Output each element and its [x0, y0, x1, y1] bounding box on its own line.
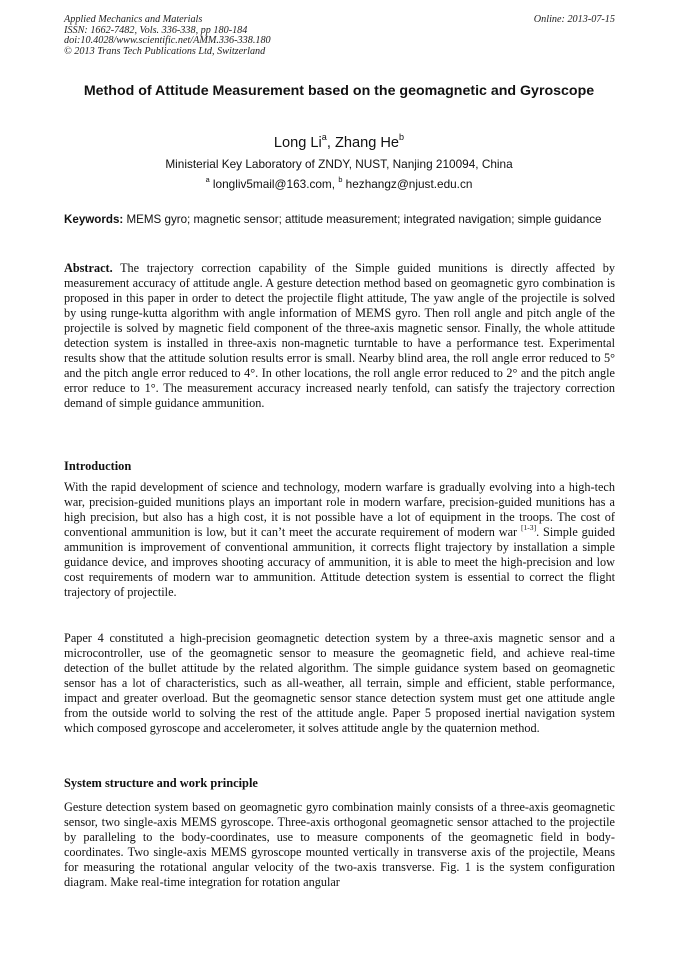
system-paragraph: Gesture detection system based on geomagnetic gyro combination mainly consists of a three-axis geomagnetic sensor, two single-axis MEMS gyroscope. Three-axis orthogonal geomagnetic sensor attached to the projectile by paralleling to the body-coordinates, use to measure components of the geomagnetic field in body-coordinates. Two single-axis MEMS gyroscope mounted vertically in transverse axis of the projectile, Means for measuring the rotational angular velocity of the two-axis transverse. Fig. 1 is the system configuration diagram. Make real-time integration for rotation angular	[64, 800, 615, 890]
introduction-heading: Introduction	[64, 459, 132, 473]
system-heading: System structure and work principle	[64, 776, 258, 790]
author-name: Zhang He	[334, 135, 400, 151]
affiliation: Ministerial Key Laboratory of ZNDY, NUST, Nanjing 210094, China	[165, 157, 513, 171]
author-affil-mark: a	[321, 132, 327, 143]
keywords-label: Keywords:	[64, 213, 124, 226]
author-separator: ,	[326, 135, 335, 151]
author-affil-mark: b	[399, 132, 405, 143]
abstract-label: Abstract.	[64, 261, 113, 275]
copyright-line: © 2013 Trans Tech Publications Ltd, Switzerland	[64, 45, 266, 57]
introduction-paragraph: Paper 4 constituted a high-precision geomagnetic detection system by a three-axis magnetic sensor and a microcontroller, use of the geomagnetic sensor to measure the geomagnetic field, and achieve real-time detection of the bullet attitude by the related algorithm. The simple guidance system based on geomagnetic sensor has a lot of characteristics, such as all-weather, all terrain, simple and efficient, stable performance, impact and greater overload. But the geomagnetic sensor stance detection system must get one attitude angle from the outside world to solving the rest of the attitude angle. Paper 5 proposed inertial navigation system which composed gyroscope and accelerometer, it solves attitude angle by the quaternion method.	[64, 631, 615, 736]
paper-title: Method of Attitude Measurement based on the geomagnetic and Gyroscope	[83, 83, 595, 99]
doi-line: doi:10.4028/www.scientific.net/AMM.336-338.180	[64, 35, 271, 47]
abstract-section	[64, 261, 615, 411]
paragraph-text: . Simple guided ammunition is improvement of conventional ammunition, it corrects flight trajectory by installation a simple guidance device, and improves shooting accuracy of ammunition, it is able to meet the high-precision and low cost requirements of modern war to ammunition. Attitude detection system is essential to correct the flight trajectory of projectile.	[64, 525, 615, 600]
introduction-paragraph	[64, 480, 615, 600]
email-address: longliv5mail@163.com,	[209, 177, 339, 191]
email-address: hezhangz@njust.edu.cn	[342, 177, 473, 191]
email-line	[64, 177, 614, 192]
keywords-text: MEMS gyro; magnetic sensor; attitude measurement; integrated navigation; simple guidance	[123, 213, 602, 226]
author-line	[64, 134, 614, 152]
citation-ref: [1-3]	[520, 523, 537, 533]
paragraph-text: With the rapid development of science and technology, modern warfare is gradually evolving into a high-tech war, precision-guided munitions plays an important role in modern warfare, precision-guided munitions has a high precision, but also has a high cost, it is not possible have a lot of equipment in the troops. The cost of conventional ammunition is low, but it can’t meet the accurate requirement of modern war	[64, 480, 615, 540]
abstract-text: The trajectory correction capability of the Simple guided munitions is directly affected by measurement accuracy of attitude angle. A gesture detection method based on geomagnetic gyro combination is proposed in this paper in order to detect the projectile flight attitude, The yaw angle of the projectile is solved by using runge-kutta algorithm with angle information of MEMS gyro. Then roll angle and pitch angle of the projectile is solved by magnetic field component of the three-axis magnetic sensor. Finally, the whole attitude detection system is installed in three-axis non-magnetic turntable to have a performance test. Experimental results show that the attitude solution results error is small. Nearby blind area, the roll angle error reduced to 5° and the pitch angle error reduced to 4°. In other locations, the roll angle error reduced to 2° and the pitch angle error reduce to 1°. The measurement accuracy increased nearly tenfold, can satisfy the trajectory correction demand of simple guidance ammunition.	[64, 261, 615, 411]
journal-header	[64, 15, 424, 57]
author-name: Long Li	[273, 135, 322, 151]
journal-name: Applied Mechanics and Materials	[64, 14, 203, 25]
email-mark: b	[338, 175, 343, 185]
online-date: Online: 2013-07-15	[533, 14, 615, 25]
keywords-section	[64, 213, 615, 228]
issn-line: ISSN: 1662-7482, Vols. 336-338, pp 180-184	[64, 24, 248, 36]
email-mark: a	[205, 175, 210, 185]
